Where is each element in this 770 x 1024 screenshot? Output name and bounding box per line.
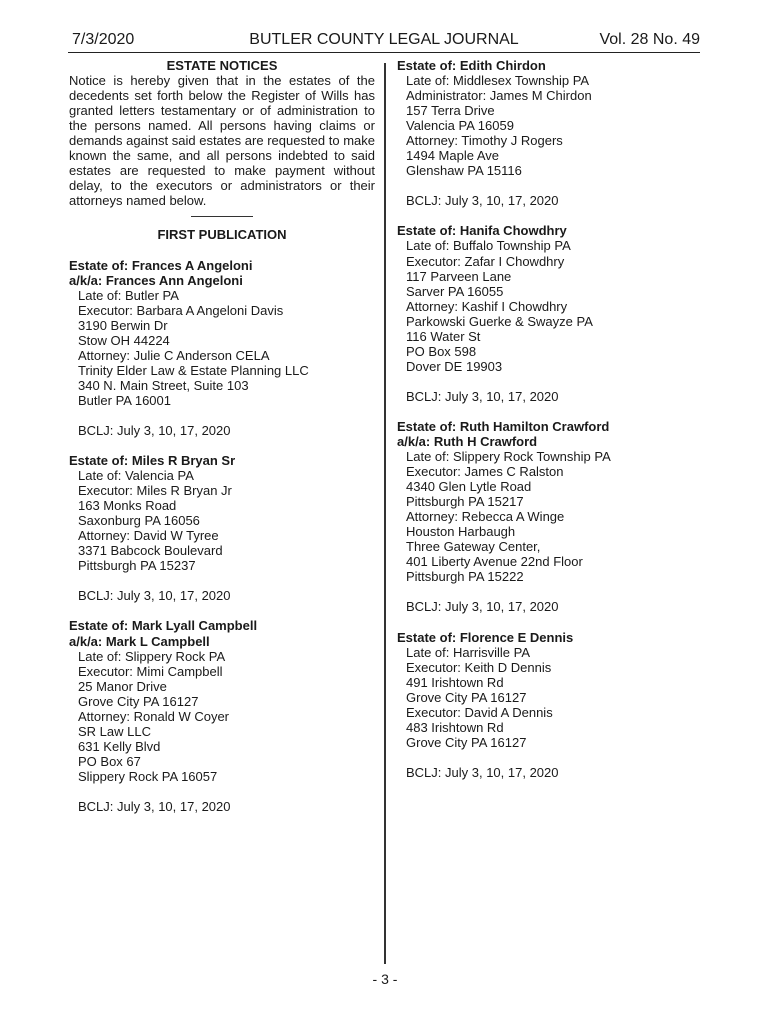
estate-detail-line: Late of: Slippery Rock PA [78, 648, 226, 664]
estate-detail-line: Late of: Buffalo Township PA [406, 238, 571, 254]
publication-dates: BCLJ: July 3, 10, 17, 2020 [78, 798, 231, 814]
estate-detail-line: Glenshaw PA 15116 [406, 163, 522, 179]
estate-name: Estate of: Mark Lyall Campbell [69, 618, 258, 634]
estate-detail-line: 116 Water St [406, 328, 481, 344]
estate-detail-line: 157 Terra Drive [406, 103, 495, 119]
estate-detail-line: Sarver PA 16055 [406, 283, 504, 299]
estate-notice [69, 618, 375, 814]
right-estate-list [397, 58, 702, 780]
estate-aka: a/k/a: Mark L Campbell [69, 633, 210, 649]
estate-detail-line: Valencia PA 16059 [406, 118, 514, 134]
estate-detail-line: Dover DE 19903 [406, 358, 503, 374]
estate-detail-line: Grove City PA 16127 [406, 734, 527, 750]
estate-detail-line: Grove City PA 16127 [406, 689, 527, 705]
estate-detail-line: PO Box 67 [78, 753, 141, 769]
estate-detail-line: 401 Liberty Avenue 22nd Floor [406, 554, 583, 570]
estate-detail-line: SR Law LLC [78, 723, 151, 739]
left-column [69, 58, 375, 829]
section-heading: FIRST PUBLICATION [157, 227, 287, 243]
estate-notice [397, 223, 702, 404]
estate-detail-line: 491 Irishtown Rd [406, 674, 504, 690]
estate-detail-line: Saxonburg PA 16056 [78, 513, 200, 529]
page-number: - 3 - [372, 971, 398, 987]
notice-title: ESTATE NOTICES [166, 58, 278, 73]
estate-detail-line: Houston Harbaugh [406, 524, 516, 540]
estate-detail-line: Parkowski Guerke & Swayze PA [406, 313, 593, 329]
section-divider [191, 216, 253, 217]
estate-detail-line: Executor: Mimi Campbell [78, 663, 223, 679]
estate-detail-line: Late of: Slippery Rock Township PA [406, 449, 611, 465]
estate-detail-line: Executor: Miles R Bryan Jr [78, 483, 232, 499]
estate-notice [397, 630, 702, 780]
column-divider [384, 63, 386, 964]
right-column [397, 58, 702, 795]
estate-aka: a/k/a: Ruth H Crawford [397, 433, 538, 449]
estate-name: Estate of: Frances A Angeloni [69, 257, 253, 273]
left-estate-list [69, 258, 375, 815]
estate-detail-line: 3190 Berwin Dr [78, 317, 168, 333]
estate-detail-line: Executor: James C Ralston [406, 464, 564, 480]
estate-detail-line: Attorney: David W Tyree [78, 528, 219, 544]
publication-dates: BCLJ: July 3, 10, 17, 2020 [406, 599, 559, 615]
estate-detail-line: Attorney: Kashif I Chowdhry [406, 298, 568, 314]
estate-detail-line: Executor: Keith D Dennis [406, 659, 552, 675]
estate-name: Estate of: Ruth Hamilton Crawford [397, 418, 610, 434]
estate-detail-line: 483 Irishtown Rd [406, 719, 504, 735]
estate-detail-line: Attorney: Ronald W Coyer [78, 708, 230, 724]
publication-title: BUTLER COUNTY LEGAL JOURNAL [249, 31, 519, 48]
estate-detail-line: Trinity Elder Law & Estate Planning LLC [78, 362, 309, 378]
estate-detail-line: Late of: Middlesex Township PA [406, 73, 590, 89]
estate-detail-line: Slippery Rock PA 16057 [78, 768, 218, 784]
estate-aka: a/k/a: Frances Ann Angeloni [69, 272, 243, 288]
estate-detail-line: Executor: Zafar I Chowdhry [406, 253, 565, 269]
estate-detail-line: 340 N. Main Street, Suite 103 [78, 377, 249, 393]
estate-notice [69, 258, 375, 439]
publication-dates: BCLJ: July 3, 10, 17, 2020 [78, 422, 231, 438]
estate-detail-line: 163 Monks Road [78, 498, 177, 514]
estate-detail-line: Pittsburgh PA 15237 [78, 558, 196, 574]
estate-detail-line: Pittsburgh PA 15217 [406, 494, 524, 510]
publication-dates: BCLJ: July 3, 10, 17, 2020 [78, 588, 231, 604]
notice-text: Notice is hereby given that in the estates of the decedents set forth below the Register of Wills has granted letters testamentary or of administration to the persons named. All persons having claims or demands against said estates are requested to make known the same, and all persons indebted to said estates are requested to make payment without delay, to the executors or administrators or their attorneys named below. [69, 73, 375, 209]
estate-notice [397, 58, 702, 208]
estate-detail-line: Attorney: Timothy J Rogers [406, 133, 563, 149]
estate-detail-line: PO Box 598 [406, 343, 477, 359]
estate-detail-line: Late of: Butler PA [78, 287, 179, 303]
estate-detail-line: Late of: Valencia PA [78, 468, 194, 484]
estate-detail-line: 631 Kelly Blvd [78, 738, 161, 754]
header-date: 7/3/2020 [72, 31, 135, 48]
volume-number: Vol. 28 No. 49 [599, 31, 700, 48]
estate-name: Estate of: Edith Chirdon [397, 58, 546, 73]
estate-detail-line: Stow OH 44224 [78, 332, 170, 348]
estate-detail-line: 3371 Babcock Boulevard [78, 543, 223, 559]
estate-detail-line: Late of: Harrisville PA [406, 644, 531, 660]
estate-detail-line: Administrator: James M Chirdon [406, 88, 592, 104]
estate-detail-line: Pittsburgh PA 15222 [406, 569, 524, 585]
estate-detail-line: Butler PA 16001 [78, 392, 171, 408]
estate-detail-line: 4340 Glen Lytle Road [406, 479, 532, 495]
estate-name: Estate of: Hanifa Chowdhry [397, 223, 567, 239]
publication-dates: BCLJ: July 3, 10, 17, 2020 [406, 764, 559, 780]
estate-detail-line: 25 Manor Drive [78, 678, 167, 694]
page-header [68, 30, 700, 53]
estate-notice [397, 419, 702, 615]
estate-name: Estate of: Miles R Bryan Sr [69, 453, 236, 469]
estate-notice [69, 453, 375, 603]
estate-detail-line: Grove City PA 16127 [78, 693, 199, 709]
estate-name: Estate of: Florence E Dennis [397, 629, 574, 645]
publication-dates: BCLJ: July 3, 10, 17, 2020 [406, 388, 559, 404]
estate-detail-line: Attorney: Rebecca A Winge [406, 509, 565, 525]
estate-detail-line: Attorney: Julie C Anderson CELA [78, 347, 270, 363]
estate-detail-line: Executor: Barbara A Angeloni Davis [78, 302, 284, 318]
publication-dates: BCLJ: July 3, 10, 17, 2020 [406, 193, 559, 209]
estate-detail-line: 1494 Maple Ave [406, 148, 499, 164]
estate-detail-line: Executor: David A Dennis [406, 704, 553, 720]
estate-detail-line: Three Gateway Center, [406, 539, 541, 555]
estate-detail-line: 117 Parveen Lane [406, 268, 512, 284]
